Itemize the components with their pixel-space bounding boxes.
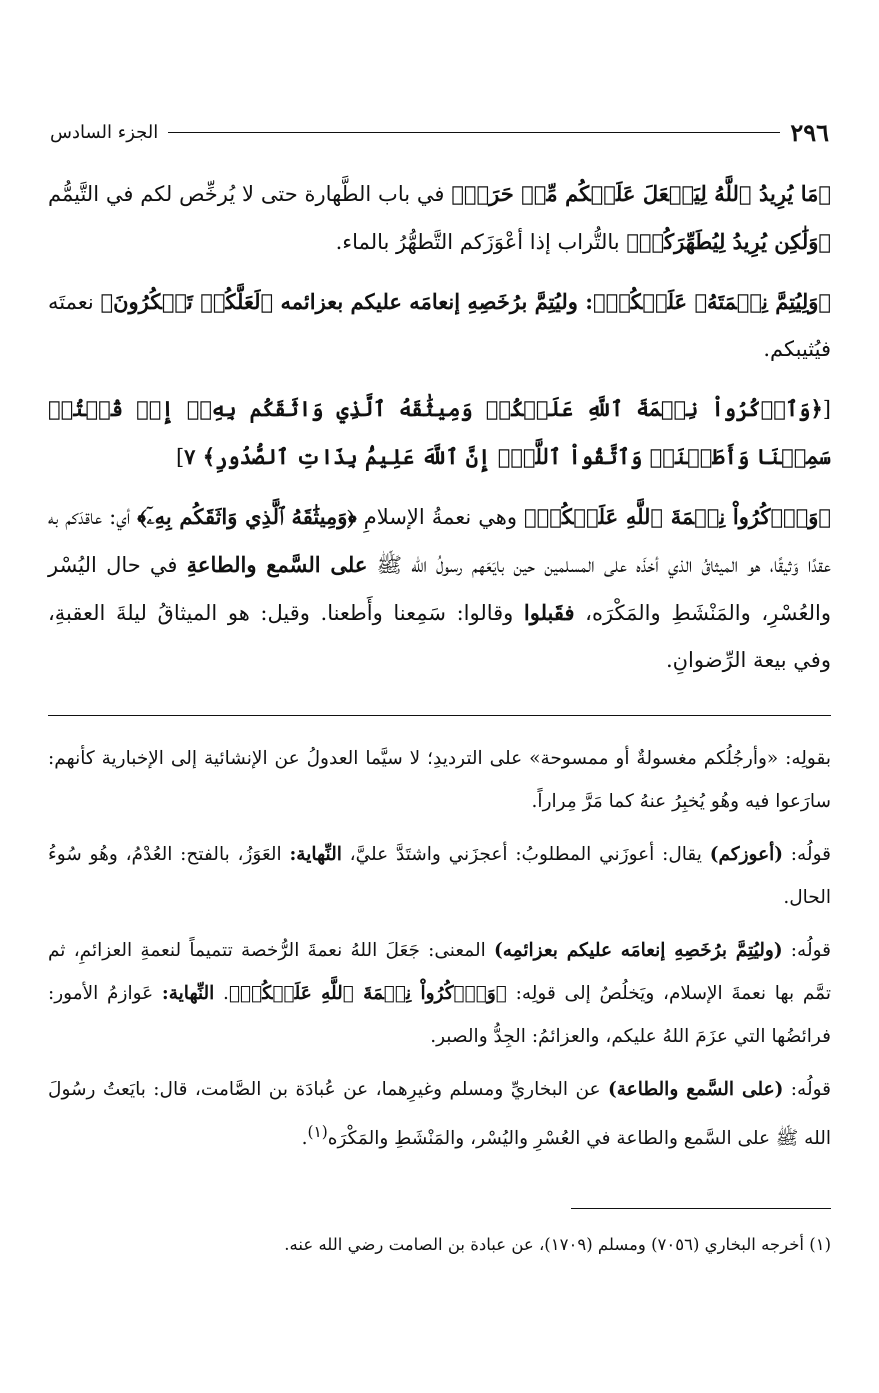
text-span: . bbox=[301, 1128, 308, 1150]
quran-verse: ﴿لَعَلَّكُمۡ تَشۡكُرُونَ﴾ bbox=[100, 289, 274, 314]
bold-text: النِّهاية: bbox=[161, 983, 215, 1004]
quran-verse: ﴿وَلَٰكِن يُرِيدُ لِيُطَهِّرَكُمۡ﴾ bbox=[626, 229, 831, 254]
bracket-close: ] bbox=[175, 445, 185, 469]
main-paragraph-4 bbox=[48, 493, 831, 684]
text-span: نعمتَه فيُثيبكم. bbox=[48, 290, 831, 361]
page-header bbox=[50, 110, 829, 154]
footnotes bbox=[48, 1228, 831, 1262]
text-span: عَوازمُ الأمور: فرائضُها التي عزَمَ اللهُ عليكم، والعزائمُ: الجِدُّ والصبر. bbox=[48, 983, 831, 1047]
section-title: الجزء السادس bbox=[50, 121, 159, 143]
verse-number: ٧ bbox=[184, 444, 203, 469]
bold-text: (على السَّمع والطاعة) bbox=[608, 1079, 784, 1100]
bold-text: (أعوزكم) bbox=[709, 844, 783, 865]
main-paragraph-3 bbox=[48, 385, 831, 481]
quran-verse: ﴿وَٱذۡكُرُواْ نِعۡمَةَ ٱللَّهِ عَلَيۡكُمۡ وَمِيثَٰقَهُ ٱلَّذِي وَاثَقَكُم بِهِۦٓ إِذۡ قُلۡتُمۡ سَمِعۡنَا وَأَطَعۡنَاۖ وَٱتَّقُواْ ٱللَّهَۚ إِنَّ ٱللَّهَ عَلِيمُۢ بِذَاتِ ٱلصُّدُورِ﴾ bbox=[48, 396, 831, 469]
text-span: وقالوا: سَمِعنا وأَطعنا. وقيل: هو الميثاقُ ليلةَ العقبةِ، وفي بيعة الرِّضوانِ. bbox=[48, 601, 831, 672]
commentary-section bbox=[48, 737, 831, 1170]
main-paragraph-2 bbox=[48, 278, 831, 373]
bold-text: على السَّمع والطاعةِ bbox=[186, 552, 368, 577]
text-span: . bbox=[214, 983, 229, 1004]
quran-verse: ﴿وَٱذۡكُرُواْ نِعۡمَةَ ٱللَّهِ عَلَيۡكُمۡ﴾ bbox=[228, 983, 507, 1004]
page-number: ٢٩٦ bbox=[790, 117, 829, 147]
bold-text: : وليُتِمَّ برُخَصِهِ إنعامَه عليكم بعزائمه bbox=[273, 289, 593, 314]
commentary-paragraph-4 bbox=[48, 1068, 831, 1160]
main-text bbox=[48, 170, 831, 696]
footnote-marker[interactable]: (١) bbox=[307, 1123, 328, 1141]
text-span: المعنى: جَعَلَ اللهُ نعمةَ الرُّخصة تتميماً لنعمةِ العزائمِ، ثم تمَّم بها نعمةَ الإسلام، ويَخلُصُ إلى قولِه: bbox=[48, 940, 831, 1004]
text-span: يقال: أعوزَني المطلوبُ: أعجزَني واشتَدَّ عليَّ، bbox=[341, 844, 710, 865]
main-separator bbox=[48, 715, 831, 716]
footnote-separator bbox=[571, 1208, 831, 1209]
text-span: وهي نعمةُ الإسلامِ bbox=[356, 505, 525, 529]
bold-text: فقَبلوا bbox=[523, 600, 575, 625]
header-rule bbox=[168, 132, 780, 133]
footnote-1: (١) أخرجه البخاري (٧٠٥٦) ومسلم (١٧٠٩)، عن عبادة بن الصامت رضي الله عنه. bbox=[284, 1235, 831, 1254]
text-span: في حال اليُسْر والعُسْرِ، والمَنْشَطِ والمَكْرَه، bbox=[48, 553, 831, 625]
text-span: عن البخاريِّ ومسلم وغيرِهما، عن عُبادَة بن الصَّامت، قال: بايَعتُ رسُولَ الله ﷺ على السَّمع والطاعة في العُسْرِ واليُسْر، والمَنْشَطِ والمَكْرَه bbox=[48, 1079, 831, 1150]
text-span: في باب الطَّهارة حتى لا يُرخِّص لكم في التَّيمُّم bbox=[48, 182, 452, 206]
text-span: قولُه: bbox=[783, 1079, 831, 1100]
text-span: العَوَزُ، بالفتح: العُدْمُ، وهُو سُوءُ الحال. bbox=[48, 844, 831, 908]
commentary-paragraph-3 bbox=[48, 929, 831, 1058]
bold-text: النِّهاية: bbox=[289, 844, 342, 865]
quran-verse: ﴿وَٱذۡكُرُواْ نِعۡمَةَ ٱللَّهِ عَلَيۡكُمۡ﴾ bbox=[524, 504, 831, 529]
bold-text: (وليُتِمَّ برُخَصِهِ إنعامَه عليكم بعزائمِه) bbox=[493, 940, 783, 961]
bracket-open: [ bbox=[822, 397, 831, 421]
text-span: أي: عاقدَكم به عقدًا وَثيقًا، هو الميثاقُ الذي أخذَه على المسلمين حين بايَعَهم رسولُ الله ﷺ bbox=[48, 505, 831, 577]
main-paragraph-1 bbox=[48, 170, 831, 266]
commentary-paragraph-1 bbox=[48, 737, 831, 823]
quran-verse: ﴿مَا يُرِيدُ ٱللَّهُ لِيَجۡعَلَ عَلَيۡكُم مِّنۡ حَرَجٖ﴾ bbox=[451, 181, 832, 206]
text-span: قولُه: bbox=[782, 940, 831, 961]
text-span: بالتُّراب إذا أعْوَزَكم التَّطهُّرُ بالماء. bbox=[335, 230, 627, 254]
text-span: بقولِه: «وأرجُلُكم مغسولةٌ أو ممسوحة» على الترديدِ؛ لا سيَّما العدولُ عن الإنشائية إلى الإخبارية كأنهم: سارَعوا فيه وهُو يُخبِرُ عنهُ كما مَرَّ مِراراً. bbox=[48, 748, 831, 812]
commentary-paragraph-2 bbox=[48, 833, 831, 919]
text-span: قولُه: bbox=[783, 844, 831, 865]
quran-verse: ﴿وَلِيُتِمَّ نِعۡمَتَهُۥ عَلَيۡكُمۡ﴾ bbox=[592, 289, 832, 314]
quran-verse: ﴿وَمِيثَٰقَهُ ٱلَّذِي وَاثَقَكُم بِهِۦٓ﴾ bbox=[137, 504, 357, 529]
